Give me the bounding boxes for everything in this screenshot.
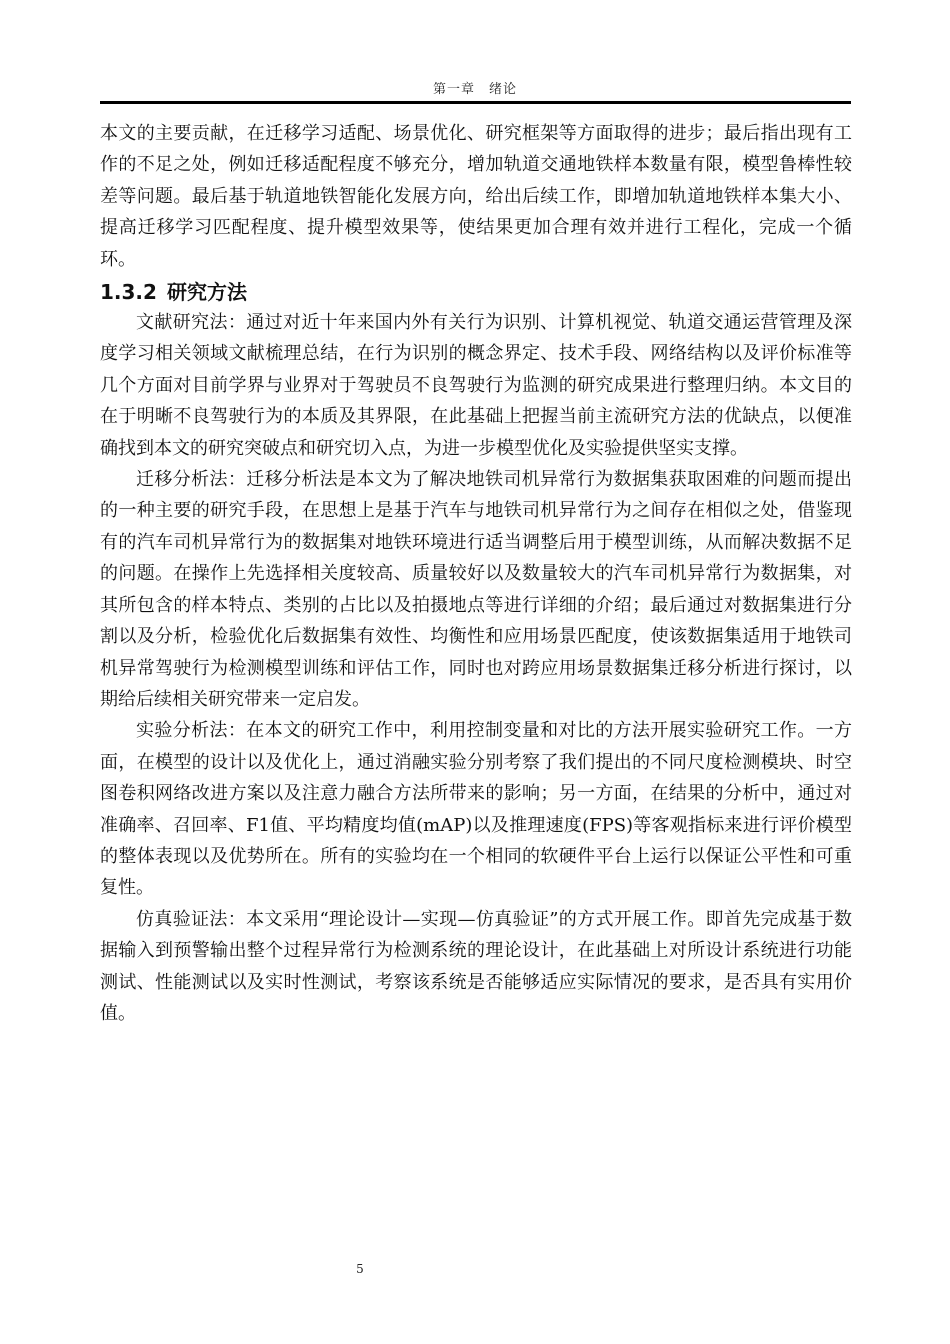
paragraph-transfer-method: 迁移分析法：迁移分析法是本文为了解决地铁司机异常行为数据集获取困难的问题而提出的一种主要的研究手段，在思想上是基于汽车与地铁司机异常行为之间存在相似之处，借鉴现有的汽车司机异常行为的数据集对地铁环境进行适当调整后用于模型训练，从而解决数据不足的问题。在操作上先选择相关度较高、质量较好以及数量较大的汽车司机异常行为数据集，对其所包含的样本特点、类别的占比以及拍摄地点等进行详细的介绍；最后通过对数据集进行分割以及分析，检验优化后数据集有效性、均衡性和应用场景匹配度，使该数据集适用于地铁司机异常驾驶行为检测模型训练和评估工作，同时也对跨应用场景数据集迁移分析进行探讨，以期给后续相关研究带来一定启发。 — [100, 469, 852, 710]
page-number: 5 — [356, 1262, 364, 1276]
paragraph-literature-method: 文献研究法：通过对近十年来国内外有关行为识别、计算机视觉、轨道交通运营管理及深度学习相关领域文献梳理总结，在行为识别的概念界定、技术手段、网络结构以及评价标准等几个方面对目前学界与业界对于驾驶员不良驾驶行为监测的研究成果进行整理归纳。本文目的在于明晰不良驾驶行为的本质及其界限，在此基础上把握当前主流研究方法的优缺点，以便准确找到本文的研究突破点和研究切入点，为进一步模型优化及实验提供坚实支撑。 — [100, 312, 852, 459]
running-header: 第一章 绪论 — [432, 82, 517, 97]
section-title: 研究方法 — [166, 280, 247, 305]
paragraph-contributions: 本文的主要贡献，在迁移学习适配、场景优化、研究框架等方面取得的进步；最后指出现有工作的不足之处，例如迁移适配程度不够充分，增加轨道交通地铁样本数量有限，模型鲁棒性较差等问题。最后基于轨道地铁智能化发展方向，给出后续工作，即增加轨道地铁样本集大小、提高迁移学习匹配程度、提升模型效果等，使结果更加合理有效并进行工程化，完成一个循环。 — [100, 123, 852, 270]
section-number: 1.3.2 — [100, 280, 157, 305]
body-text — [100, 118, 852, 1029]
paragraph-experiment-method: 实验分析法：在本文的研究工作中，利用控制变量和对比的方法开展实验研究工作。一方面，在模型的设计以及优化上，通过消融实验分别考察了我们提出的不同尺度检测模块、时空图卷积网络改进方案以及注意力融合方法所带来的影响；另一方面，在结果的分析中，通过对准确率、召回率、F1值、平均精度均值(mAP)以及推理速度(FPS)等客观指标来进行评价模型的整体表现以及优势所在。所有的实验均在一个相同的软硬件平台上运行以保证公平性和可重复性。 — [100, 720, 852, 899]
section-heading — [100, 278, 852, 306]
paragraph-simulation-method: 仿真验证法：本文采用“理论设计—实现—仿真验证”的方式开展工作。即首先完成基于数据输入到预警输出整个过程异常行为检测系统的理论设计，在此基础上对所设计系统进行功能测试、性能测试以及实时性测试，考察该系统是否能够适应实际情况的要求，是否具有实用价值。 — [100, 908, 852, 1024]
header-rule — [100, 101, 851, 104]
